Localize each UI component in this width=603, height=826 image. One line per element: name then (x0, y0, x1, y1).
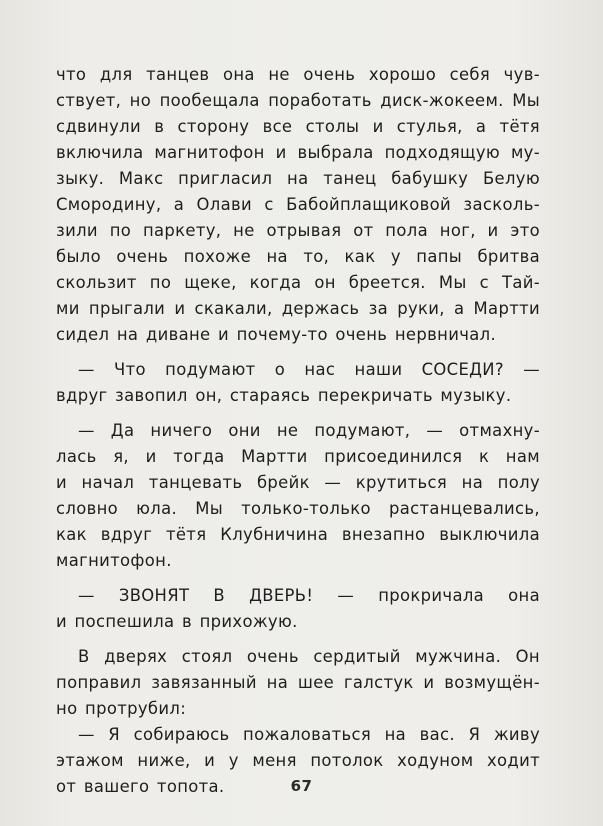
text-line: скользит по щеке, когда он бреется. Мы с Тай- (56, 273, 540, 292)
text-line: зили по паркету, не отрывая от пола ног, и это (56, 221, 540, 240)
text-line: В дверях стоял очень сердитый мужчина. Он (78, 647, 540, 666)
text-line: ми прыгали и скакали, держась за руки, а Мартти (56, 299, 540, 318)
text-line: и поспешила в прихожую. (56, 612, 298, 631)
text-line: вдруг завопил он, стараясь перекричать музыку. (56, 386, 512, 405)
text-line: поправил завязанный на шее галстук и возмущён- (56, 673, 540, 692)
text-line: зыку. Макс пригласил на танец бабушку Белую (56, 169, 540, 188)
text-line: ствует, но пообещала поработать диск-жокеем. Мы (56, 91, 540, 110)
page-number: 67 (290, 777, 313, 795)
text-line: как вдруг тётя Клубничина внезапно выключила (56, 525, 540, 544)
text-line: — Да ничего они не подумают, — отмахну- (78, 421, 540, 440)
text-line: лась я, и тогда Мартти присоединился к нам (56, 447, 540, 466)
text-line: включила магнитофон и выбрала подходящую му- (56, 143, 540, 162)
text-line: было очень похоже на то, как у папы бритва (56, 247, 540, 266)
text-line: сдвинули в сторону все столы и стулья, а тётя (56, 117, 540, 136)
text-line: магнитофон. (56, 551, 172, 570)
body-text (56, 62, 540, 800)
text-line: сидел на диване и почему-то очень нервничал. (56, 325, 497, 344)
text-line: словно юла. Мы только-только растанцевались, (56, 499, 540, 518)
text-line: но протрубил: (56, 699, 187, 718)
text-line: Смородину, а Олави с Бабойплащиковой засколь- (56, 195, 540, 214)
text-line: — ЗВОНЯТ В ДВЕРЬ! — прокричала она (78, 586, 540, 605)
text-line: и начал танцевать брейк — крутиться на полу (56, 473, 540, 492)
text-line: — Я собираюсь пожаловаться на вас. Я живу (78, 725, 540, 744)
text-line: — Что подумают о нас наши СОСЕДИ? — (78, 360, 540, 379)
text-line: что для танцев она не очень хорошо себя чув- (56, 65, 540, 84)
text-line: от вашего топота. (56, 777, 225, 796)
text-line: этажом ниже, и у меня потолок ходуном ходит (56, 751, 540, 770)
